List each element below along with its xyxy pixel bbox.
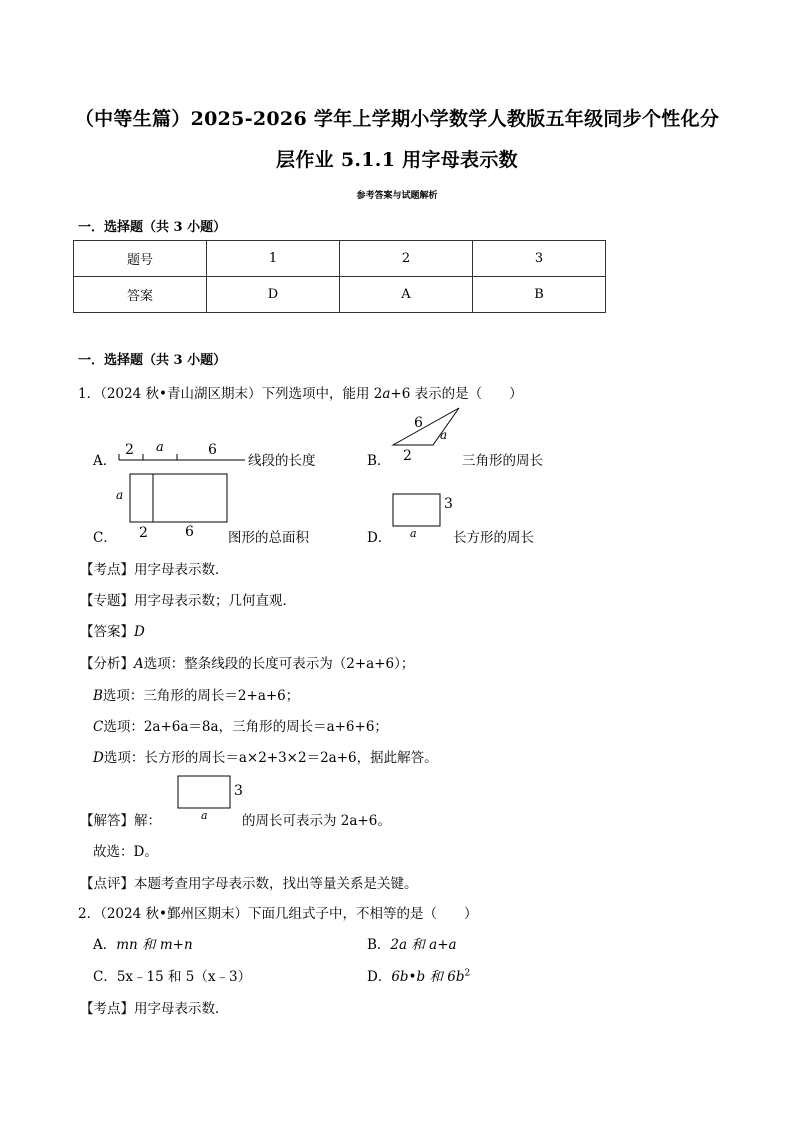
solution-rectangle-figure	[175, 772, 245, 824]
q2-option-d: D．6b•b 和 $6b^2$	[367, 968, 471, 985]
rect-label-2: 2	[139, 525, 148, 541]
q1-kaodian: 【考点】用字母表示数．	[80, 562, 229, 578]
q1-option-c-label: C．	[93, 530, 117, 546]
rect-label-a: a	[116, 488, 124, 502]
q2-option-b: B．2a 和 a+a	[367, 937, 457, 953]
table-cell: 2	[340, 241, 473, 277]
tri-label-a: a	[440, 428, 448, 442]
rect-label-6: 6	[185, 524, 194, 540]
q1-analysis-d: D选项：长方形的周长＝a×2+3×2＝2a+6，据此解答。	[93, 750, 438, 766]
table-cell: 题号	[74, 241, 207, 277]
q1-option-b-label: B．	[367, 453, 391, 469]
tri-label-6: 6	[414, 415, 423, 431]
section-heading-questions: 一．选择题（共 3 小题）	[78, 353, 227, 368]
segment-figure	[115, 437, 255, 467]
q1-zhuanti: 【专题】用字母表示数；几何直观．	[80, 593, 296, 609]
table-row	[74, 277, 606, 313]
table-cell: 1	[207, 241, 340, 277]
q1-stem: 1．（2024 秋•青山湖区期末）下列选项中，能用 2a+6 表示的是（ ）	[78, 386, 523, 402]
q1-choice: 故选：D。	[93, 844, 158, 860]
q1-option-d-text: 长方形的周长	[453, 530, 534, 546]
doc-title-line1: （中等生篇）2025-2026 学年上学期小学数学人教版五年级同步个性化分	[74, 108, 720, 130]
tri-label-2: 2	[403, 448, 412, 464]
doc-title-line2: 层作业 5.1.1 用字母表示数	[276, 149, 518, 171]
q2-kaodian: 【考点】用字母表示数．	[80, 1001, 229, 1017]
q2-option-c: C．5x﹣15 和 5（x﹣3）	[93, 969, 252, 985]
q1-analysis-b: B选项：三角形的周长＝2+a+6；	[93, 688, 300, 704]
q1-option-a-label: A．	[93, 453, 117, 469]
seg-label-a: a	[156, 440, 164, 455]
section-heading-answers: 一．选择题（共 3 小题）	[78, 220, 227, 235]
triangle-figure	[390, 405, 470, 465]
q2-stem: 2．（2024 秋•鄞州区期末）下面几组式子中，不相等的是（ ）	[78, 906, 478, 922]
rectangle-figure	[390, 490, 460, 542]
q2-option-a: A．mn 和 m+n	[93, 937, 193, 953]
seg-label-6: 6	[208, 442, 217, 458]
table-cell: B	[473, 277, 606, 313]
q1-comment: 【点评】本题考查用字母表示数，找出等量关系是关键。	[80, 876, 418, 892]
sol-label-a: a	[201, 809, 208, 822]
table-row	[74, 241, 606, 277]
q1-analysis-a: 【分析】A选项：整条线段的长度可表示为（2+a+6）；	[80, 656, 415, 672]
answer-table	[73, 240, 606, 313]
table-cell: A	[340, 277, 473, 313]
q1-option-a-text: 线段的长度	[248, 453, 316, 469]
rect-d-label-a: a	[410, 527, 417, 540]
table-cell: D	[207, 277, 340, 313]
table-cell: 3	[473, 241, 606, 277]
seg-label-2: 2	[125, 442, 134, 458]
q1-option-b-text: 三角形的周长	[462, 453, 543, 469]
doc-subtitle: 参考答案与试题解析	[356, 191, 438, 201]
rect-d-label-3: 3	[444, 496, 453, 512]
q1-solution-post: 的周长可表示为 2a+6。	[242, 813, 391, 829]
q1-answer: 【答案】D	[80, 624, 145, 640]
composite-rectangle-figure	[110, 470, 235, 542]
q1-option-c-text: 图形的总面积	[228, 530, 309, 546]
table-cell: 答案	[74, 277, 207, 313]
q1-analysis-c: C选项：2a+6a＝8a，三角形的周长＝a+6+6；	[93, 719, 388, 735]
q1-option-d-label: D．	[367, 530, 392, 546]
sol-label-3: 3	[234, 783, 243, 799]
q1-solution-pre: 【解答】解：	[80, 813, 161, 829]
